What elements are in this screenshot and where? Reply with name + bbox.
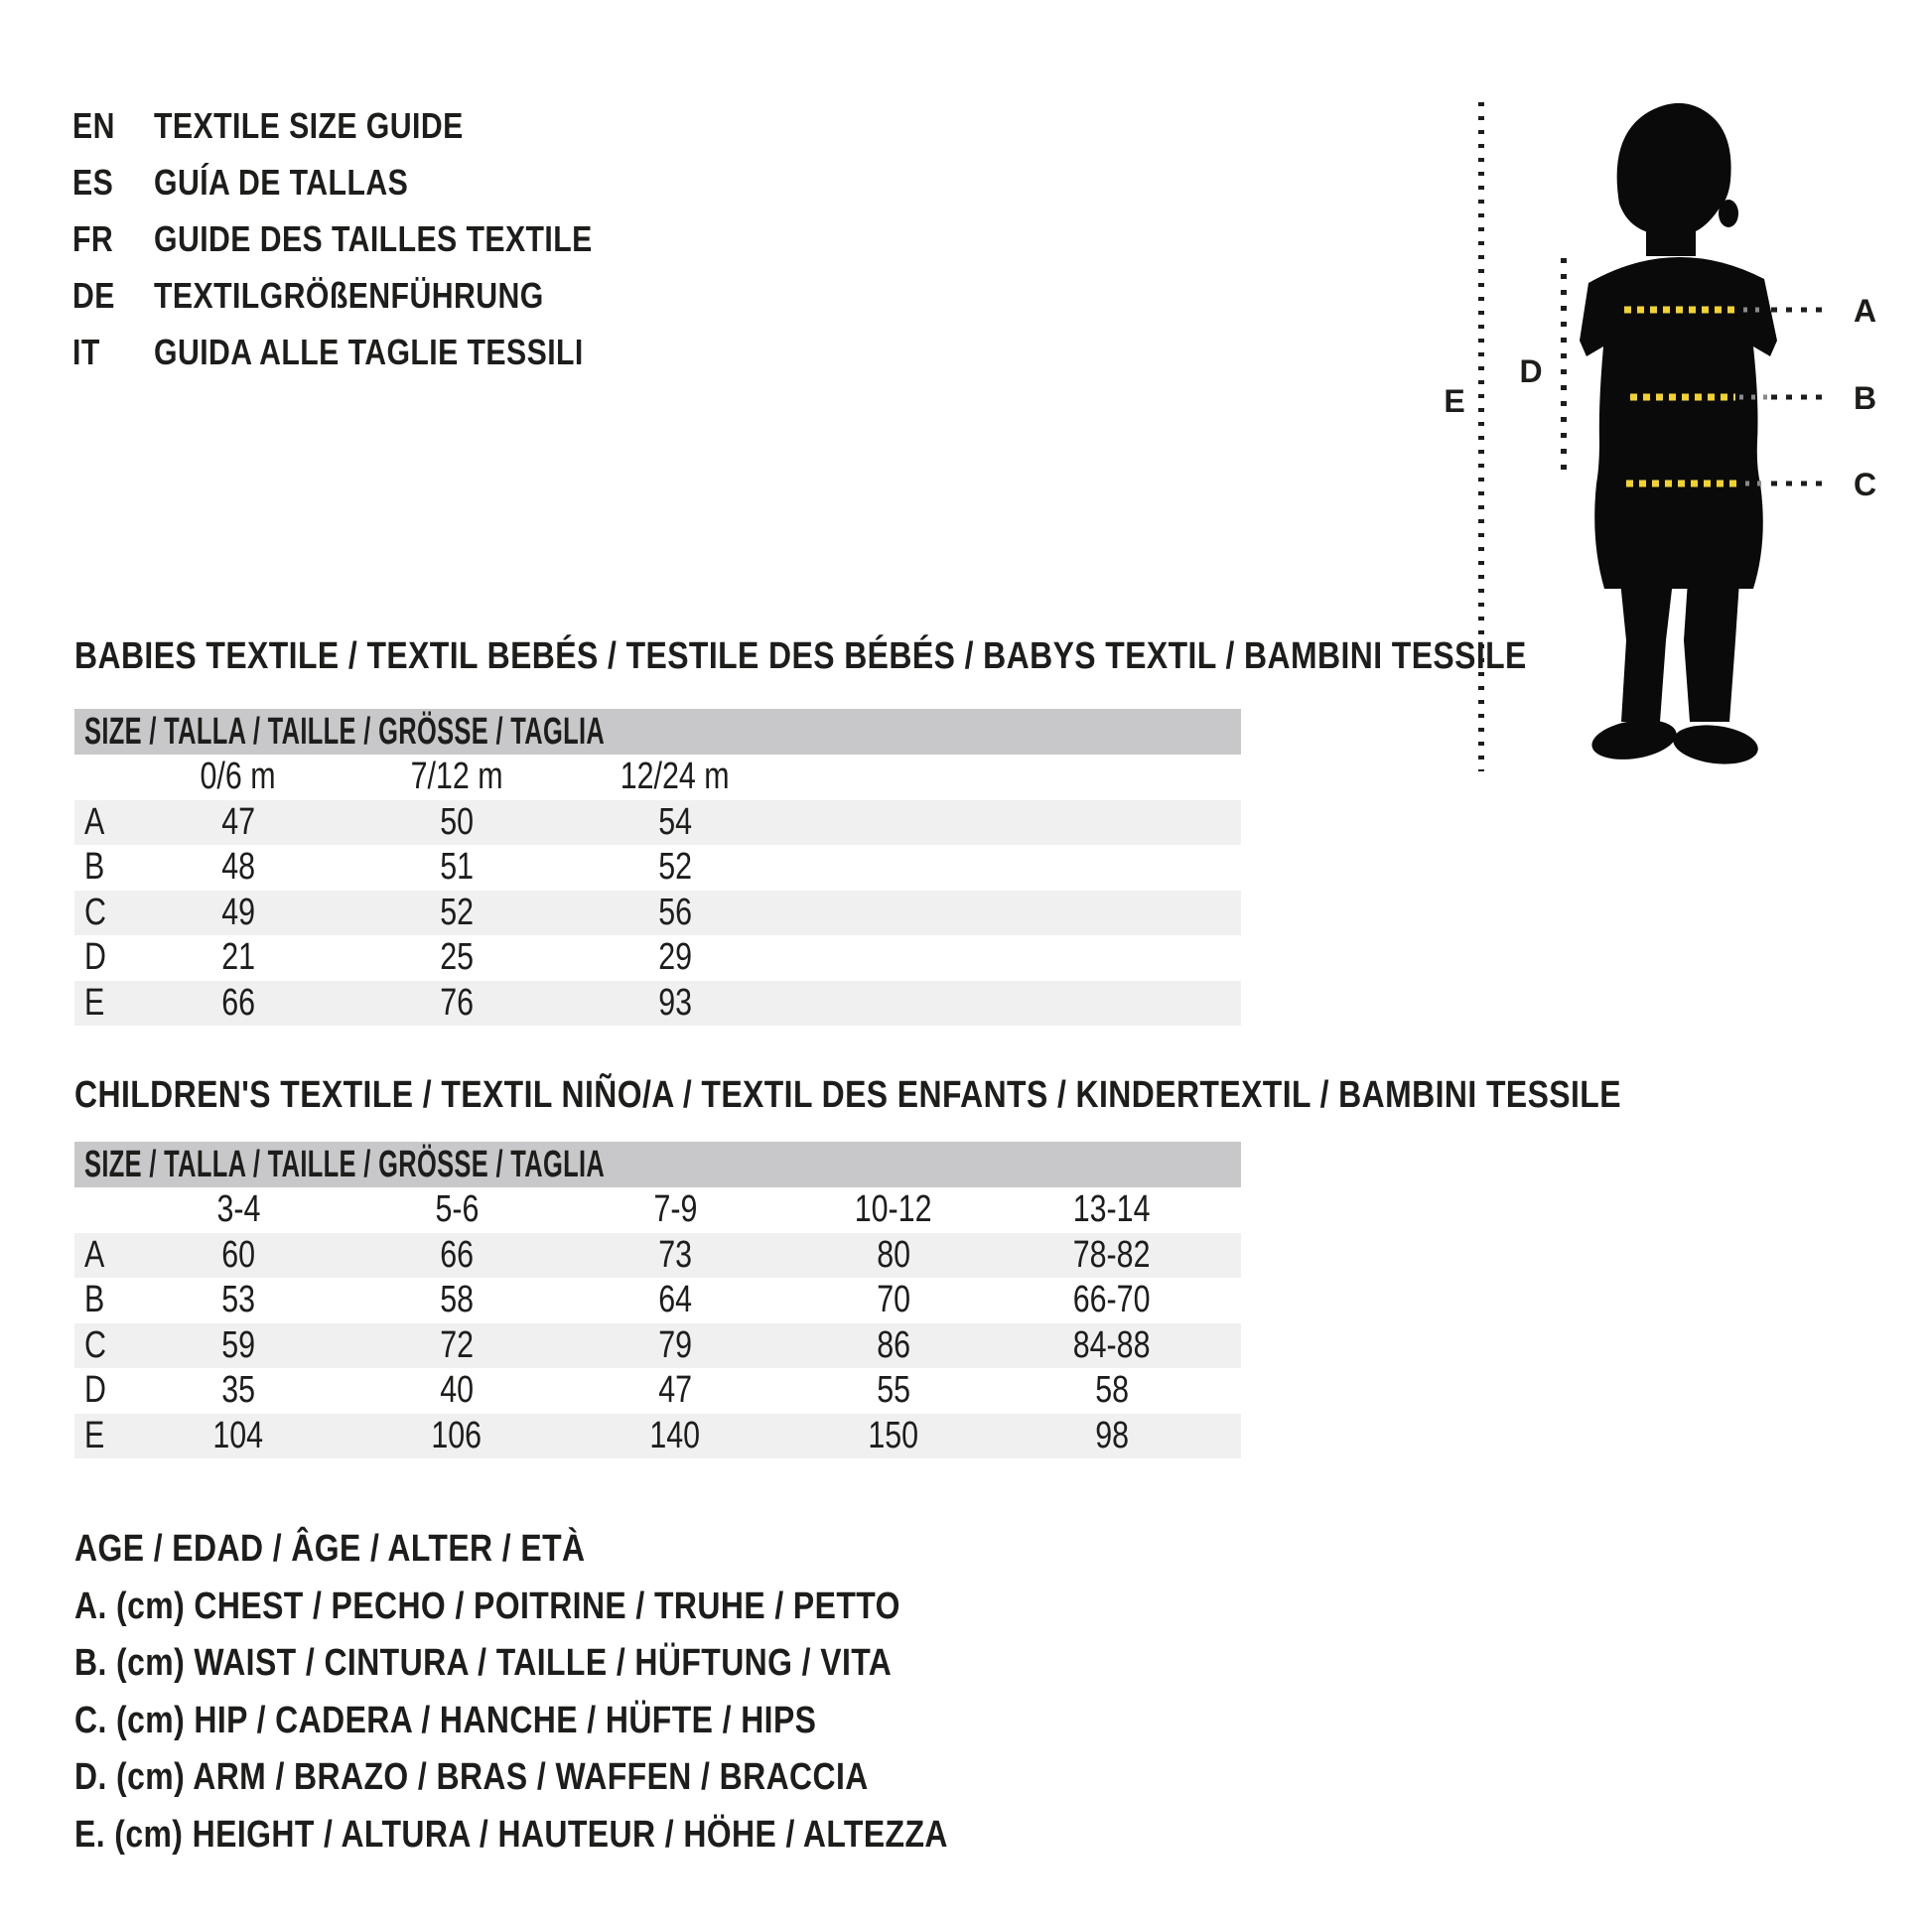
children-section-title: CHILDREN'S TEXTILE / TEXTIL NIÑO/A / TEXTIL DES ENFANTS / KINDERTEXTIL / BAMBINI TESSILE	[74, 1074, 1621, 1116]
babies-section-title: BABIES TEXTILE / TEXTIL BEBÉS / TESTILE DES BÉBÉS / BABYS TEXTIL / BAMBINI TESSILE	[74, 635, 1527, 677]
legend-line-arm: D. (cm) ARM / BRAZO / BRAS / WAFFEN / BRACCIA	[74, 1756, 869, 1799]
measure-label-e: E	[1444, 383, 1465, 419]
language-title: TEXTILE SIZE GUIDE	[154, 104, 464, 146]
row-label: D	[84, 936, 106, 979]
table-row	[74, 1323, 1241, 1369]
language-title: TEXTILGRÖßENFÜHRUNG	[154, 274, 544, 316]
table-cell: 47	[658, 1369, 692, 1412]
measure-label-c: C	[1854, 467, 1877, 502]
table-cell: 79	[658, 1323, 692, 1366]
column-header: 0/6 m	[200, 756, 277, 798]
row-label: A	[84, 1233, 105, 1276]
column-header: 7/12 m	[410, 756, 503, 798]
column-header: 3-4	[216, 1188, 260, 1231]
column-header: 5-6	[435, 1188, 479, 1231]
table-cell: 25	[440, 936, 474, 979]
table-cell: 76	[440, 981, 474, 1024]
table-cell: 86	[877, 1323, 910, 1366]
table-cell: 47	[221, 800, 255, 843]
language-row-it	[72, 324, 676, 380]
legend-line-age: AGE / EDAD / ÂGE / ALTER / ETÀ	[74, 1528, 586, 1571]
children-size-table	[74, 1142, 1241, 1458]
language-code: IT	[72, 331, 100, 372]
row-label: C	[84, 1323, 106, 1366]
table-cell: 78-82	[1073, 1233, 1151, 1276]
table-cell: 52	[440, 891, 474, 933]
silhouette-right-shoe	[1671, 721, 1760, 768]
table-cell: 66-70	[1073, 1279, 1151, 1321]
table-cell: 48	[221, 846, 255, 889]
children-column-header-row	[74, 1187, 1241, 1233]
table-cell: 84-88	[1073, 1323, 1151, 1366]
legend-line-height: E. (cm) HEIGHT / ALTURA / HAUTEUR / HÖHE / ALTEZZA	[74, 1813, 948, 1856]
table-cell: 150	[868, 1414, 919, 1456]
table-row	[74, 981, 1241, 1027]
row-label: E	[84, 1414, 105, 1456]
legend-line-chest: A. (cm) CHEST / PECHO / POITRINE / TRUHE / PETTO	[74, 1585, 900, 1627]
table-cell: 21	[221, 936, 255, 979]
table-cell: 50	[440, 800, 474, 843]
language-row-fr	[72, 210, 676, 267]
legend-line-waist: B. (cm) WAIST / CINTURA / TAILLE / HÜFTUNG / VITA	[74, 1642, 893, 1685]
language-row-en	[72, 97, 676, 154]
legend-line-hip: C. (cm) HIP / CADERA / HANCHE / HÜFTE / HIPS	[74, 1699, 817, 1741]
row-label: C	[84, 891, 106, 933]
table-cell: 70	[877, 1279, 910, 1321]
table-cell: 104	[212, 1414, 264, 1456]
table-cell: 29	[658, 936, 692, 979]
column-header: 13-14	[1073, 1188, 1151, 1231]
language-row-es	[72, 154, 676, 210]
language-title: GUIDA ALLE TAGLIE TESSILI	[154, 331, 584, 372]
column-header: 7-9	[653, 1188, 697, 1231]
table-cell: 55	[877, 1369, 910, 1412]
table-cell: 73	[658, 1233, 692, 1276]
table-cell: 80	[877, 1233, 910, 1276]
table-cell: 93	[658, 981, 692, 1024]
language-row-de	[72, 267, 676, 324]
table-cell: 60	[221, 1233, 255, 1276]
table-cell: 72	[440, 1323, 474, 1366]
table-row	[74, 1414, 1241, 1459]
table-cell: 51	[440, 846, 474, 889]
language-code: DE	[72, 274, 115, 316]
measure-label-a: A	[1854, 293, 1877, 329]
table-cell: 66	[221, 981, 255, 1024]
table-cell: 54	[658, 800, 692, 843]
table-row	[74, 935, 1241, 981]
measurement-legend	[74, 1521, 1114, 1863]
table-cell: 98	[1095, 1414, 1129, 1456]
row-label: A	[84, 800, 105, 843]
table-cell: 52	[658, 846, 692, 889]
table-cell: 49	[221, 891, 255, 933]
row-label: B	[84, 1279, 105, 1321]
language-code: EN	[72, 104, 115, 146]
row-label: D	[84, 1369, 106, 1412]
table-cell: 58	[440, 1279, 474, 1321]
table-cell: 53	[221, 1279, 255, 1321]
table-row	[74, 845, 1241, 891]
babies-column-header-row	[74, 755, 1241, 800]
language-code: FR	[72, 217, 114, 259]
babies-size-header-bar: SIZE / TALLA / TAILLE / GRÖSSE / TAGLIA	[74, 709, 1241, 755]
row-label: B	[84, 846, 105, 889]
language-code: ES	[72, 161, 114, 203]
table-cell: 66	[440, 1233, 474, 1276]
language-title: GUIDE DES TAILLES TEXTILE	[154, 217, 593, 259]
silhouette-neck	[1646, 211, 1696, 256]
table-row	[74, 891, 1241, 936]
table-row	[74, 1278, 1241, 1323]
table-cell: 59	[221, 1323, 255, 1366]
table-cell: 140	[649, 1414, 701, 1456]
table-cell: 56	[658, 891, 692, 933]
silhouette-ear	[1719, 200, 1738, 227]
table-cell: 35	[221, 1369, 255, 1412]
table-row	[74, 800, 1241, 846]
row-label: E	[84, 981, 105, 1024]
table-row	[74, 1368, 1241, 1414]
column-header: 12/24 m	[621, 756, 730, 798]
language-title: GUÍA DE TALLAS	[154, 161, 409, 203]
table-cell: 58	[1095, 1369, 1129, 1412]
measure-label-b: B	[1854, 380, 1877, 416]
children-size-header-bar: SIZE / TALLA / TAILLE / GRÖSSE / TAGLIA	[74, 1142, 1241, 1187]
silhouette-left-shoe	[1589, 715, 1680, 765]
language-header	[72, 97, 676, 380]
table-cell: 106	[431, 1414, 483, 1456]
babies-size-table	[74, 709, 1241, 1026]
table-row	[74, 1233, 1241, 1279]
table-cell: 40	[440, 1369, 474, 1412]
measure-label-d: D	[1519, 353, 1543, 389]
size-diagram	[1360, 84, 1932, 794]
table-cell: 64	[658, 1279, 692, 1321]
column-header: 10-12	[855, 1188, 932, 1231]
